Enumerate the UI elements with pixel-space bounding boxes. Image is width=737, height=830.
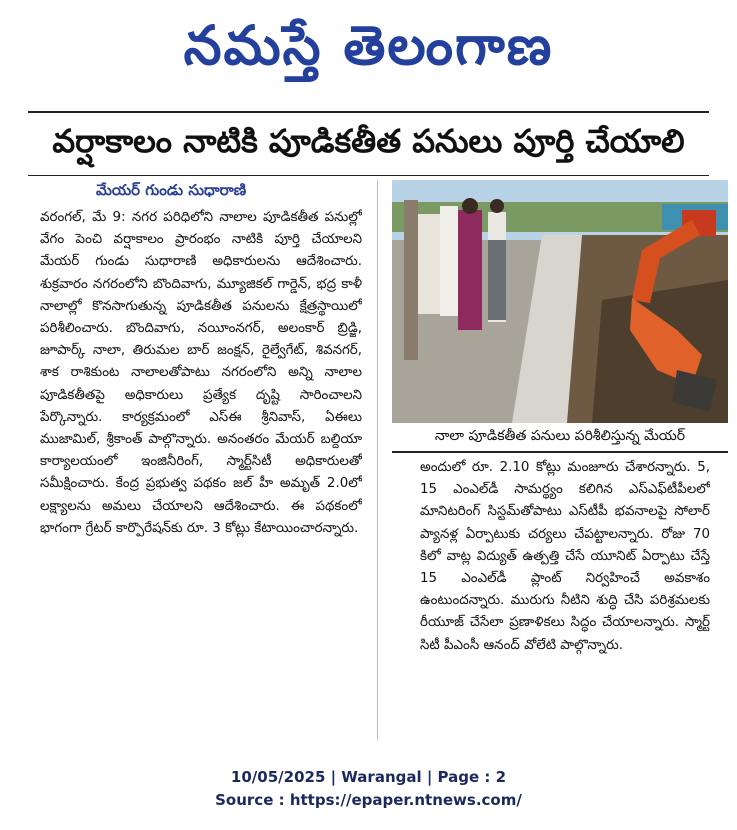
photo-caption-text: నాలా పూడికతీత పనులు పరిశీలిస్తున్న మేయర్ — [434, 427, 686, 444]
article-body-right-column: అందులో రూ. 2.10 కోట్లు మంజూరు చేశారన్నారు. 5, 15 ఎంఎల్‌డీ సామర్థ్యం కలిగిన ఎస్‌ఎఫ్‌టీపీలలో మానిటరింగ్ సిస్టమ్‌తోపాటు ఎస్‌టీపీ భవనాలపై సోలార్ ప్యానళ్ల ఏర్పాటుకు చర్యలు చేపట్టాలన్నారు. రోజు 70 కిలో వాట్ల విద్యుత్ ఉత్పత్తి చేసే యూనిట్ ఏర్పాటు చేస్తే 15 ఎంఎల్‌డీ ప్లాంట్ నిర్వహించే అవకాశం ఉంటుందన్నారు. మురుగు నీటిని శుద్ధి చేసి పరిశ్రమలకు రీయూజ్ చేసేలా ప్రణాళికలు సిద్ధం చేయాలన్నారు. స్మార్ట్ సిటీ పీఎంసీ ఆనంద్ వోలేటి పాల్గొన్నారు. — [420, 460, 710, 653]
column-divider — [377, 180, 378, 740]
footer-source: Source : https://epaper.ntnews.com/ — [215, 791, 522, 809]
news-photo-illustration — [392, 180, 728, 423]
photo-caption — [392, 423, 728, 453]
headline-text: వర్షాకాలం నాటికి పూడికతీత పనులు పూర్తి చేయాలి — [52, 122, 685, 160]
article-body-left-column: వరంగల్, మే 9: నగర పరిధిలోని నాలాల పూడికతీత పనుల్లో వేగం పెంచి వర్షాకాలం ప్రారంభం నాటికి పూర్తి చేయాలని మేయర్ గుండు సుధారాణి అధికారులను ఆదేశించారు. శుక్రవారం నగరంలోని బొందివాగు, మ్యూజికల్ గార్డెన్, భద్ర కాళీ నాలాల్లో కొనసాగుతున్న పూడికతీత పనులను క్షేత్రస్థాయిలో పరిశీలించారు. బొందివాగు, నయీంనగర్, అలంకార్ బ్రిడ్జి, జూపార్క్ నాలా, తిరుమల బార్ జంక్షన్, రైల్వేగేట్, శివనగర్, శాక రాశికుంట నాలాలతోపాటు నగరంలోని అన్ని నాలాల పూడికతీతపై అధికారులు ప్రత్యేక దృష్టి సారించాలని పేర్కొన్నారు. కార్యక్రమంలో ఎస్ఈ శ్రీనివాస్, ఏఈలు ముజామిల్, శ్రీకాంత్ పాల్గొన్నారు. అనంతరం మేయర్ బల్దియా కార్యాలయంలో ఇంజినీరింగ్, స్మార్ట్‌సిటీ అధికారులతో సమీక్షించారు. కేంద్ర ప్రభుత్వ పథకం జల్ హీ అమృత్ 2.0లో లక్ష్యాలను అమలు చేయాలని ఆదేశించారు. ఈ పథకంలో భాగంగా గ్రేటర్ కార్పొరేషన్‌కు రూ. 3 కోట్లు కేటాయించారన్నారు. — [40, 210, 362, 536]
news-photo — [392, 180, 728, 423]
masthead — [0, 0, 737, 105]
article-headline — [28, 118, 709, 172]
masthead-title: నమస్తే తెలంగాణ — [183, 14, 554, 77]
headline-bottom-rule — [28, 175, 709, 176]
footer-date-edition: 10/05/2025 | Warangal | Page : 2 — [230, 768, 507, 786]
article-byline: మేయర్ గుండు సుధారాణి — [96, 181, 247, 199]
headline-top-rule — [28, 111, 709, 113]
